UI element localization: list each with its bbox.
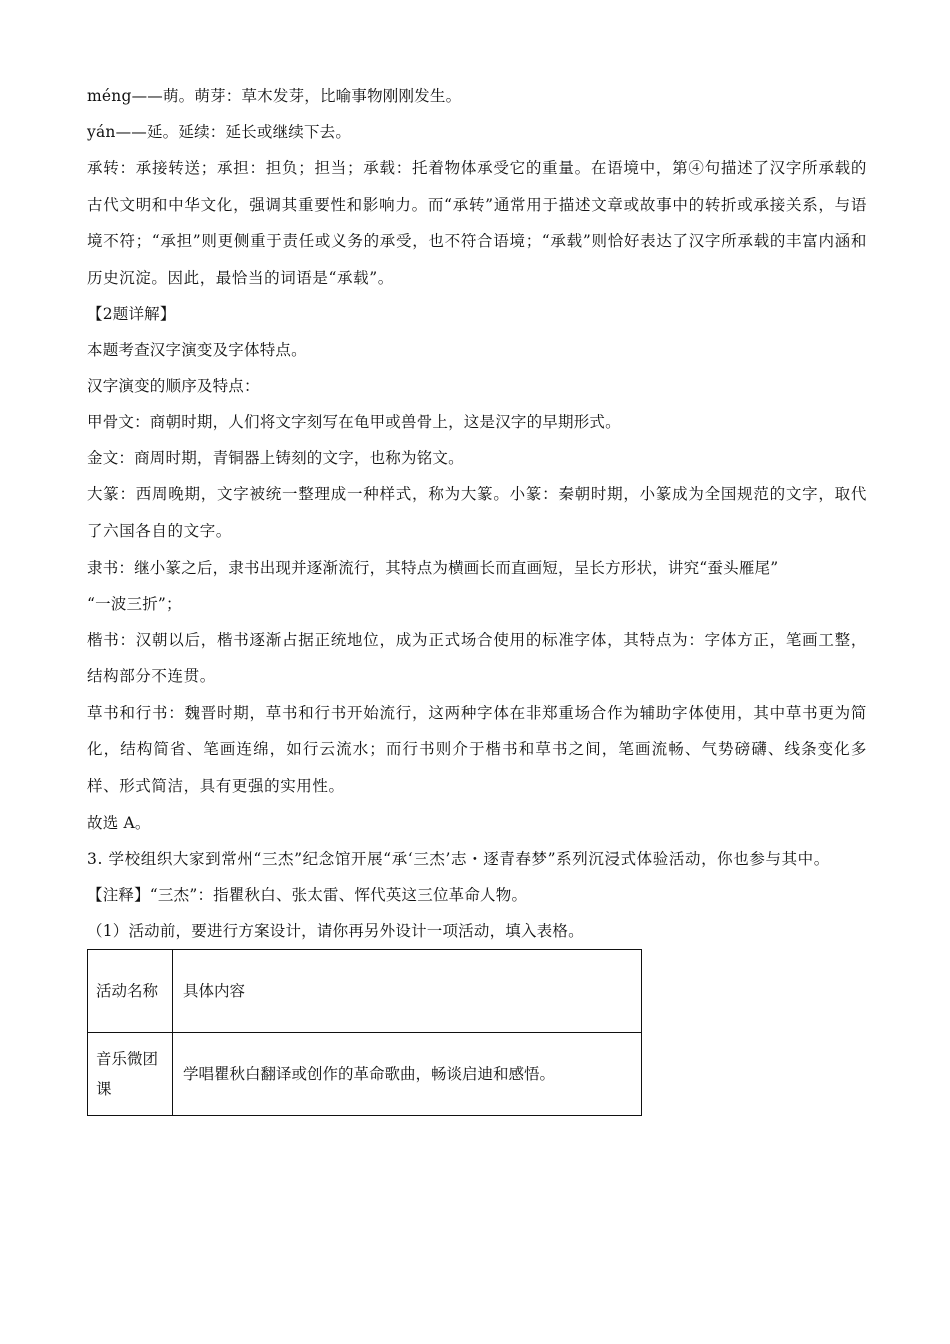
explanation-chengzai: 承转：承接转送；承担：担负；担当；承载：托着物体承受它的重量。在语境中，第④句描述了汉字所承载的古代文明和中华文化，强调其重要性和影响力。而“承转”通常用于描述文章或故事中的转折或承接关系，与语境不符；“承担”则更侧重于责任或义务的承受，也不符合语境；“承载”则恰好表达了汉字所承载的丰富内涵和历史沉淀。因此，最恰当的词语是“承载”。 [87, 159, 867, 287]
lishu-line-cont: “一波三折”； [87, 594, 182, 613]
pinyin-line-meng: méng——萌。萌芽：草木发芽，比喻事物刚刚发生。 [87, 87, 462, 105]
jiaguwen-line: 甲骨文：商朝时期，人们将文字刻写在龟甲或兽骨上，这是汉字的早期形式。 [87, 413, 621, 432]
q2-order-intro: 汉字演变的顺序及特点： [87, 377, 260, 396]
table-header-row [88, 950, 642, 1033]
activity-table [87, 949, 642, 1116]
table-row [88, 1033, 642, 1116]
answer-line: 故选 A。 [87, 813, 151, 832]
annotation-line: 【注释】“三杰”：指瞿秋白、张太雷、恽代英这三位革命人物。 [87, 886, 528, 905]
subquestion-1: （1）活动前，要进行方案设计，请你再另外设计一项活动，填入表格。 [87, 922, 584, 941]
kaishu-paragraph: 楷书：汉朝以后，楷书逐渐占据正统地位，成为正式场合使用的标准字体，其特点为：字体方正，笔画工整，结构部分不连贯。 [87, 630, 867, 686]
question-3-text: 3. 学校组织大家到常州“三杰”纪念馆开展“承‘三杰’志・逐青春梦”系列沉浸式体验活动，你也参与其中。 [87, 849, 830, 868]
table-cell-activity-name: 音乐微团课 [88, 1033, 173, 1116]
caoshu-xingshu-paragraph: 草书和行书：魏晋时期，草书和行书开始流行，这两种字体在非郑重场合作为辅助字体使用，其中草书更为简化，结构简省、笔画连绵，如行云流水；而行书则介于楷书和草书之间，笔画流畅、气势磅礴、线条变化多样、形式简洁，具有更强的实用性。 [87, 703, 867, 795]
table-header-activity-name: 活动名称 [88, 950, 173, 1033]
pinyin-line-yan: yán——延。延续：延长或继续下去。 [87, 123, 352, 141]
jinwen-line: 金文：商周时期，青铜器上铸刻的文字，也称为铭文。 [87, 449, 464, 468]
table-cell-content: 学唱瞿秋白翻译或创作的革命歌曲，畅谈启迪和感悟。 [173, 1033, 642, 1116]
q2-topic: 本题考查汉字演变及字体特点。 [87, 341, 307, 360]
zhuan-paragraph: 大篆：西周晚期，文字被统一整理成一种样式，称为大篆。小篆：秦朝时期，小篆成为全国规范的文字，取代了六国各自的文字。 [87, 485, 867, 540]
document-page [87, 78, 867, 1116]
table-header-content: 具体内容 [173, 950, 642, 1033]
lishu-line: 隶书：继小篆之后，隶书出现并逐渐流行，其特点为横画长而直画短，呈长方形状，讲究“蚕头雁尾” [87, 558, 779, 577]
section-heading-q2: 【2题详解】 [87, 305, 176, 324]
